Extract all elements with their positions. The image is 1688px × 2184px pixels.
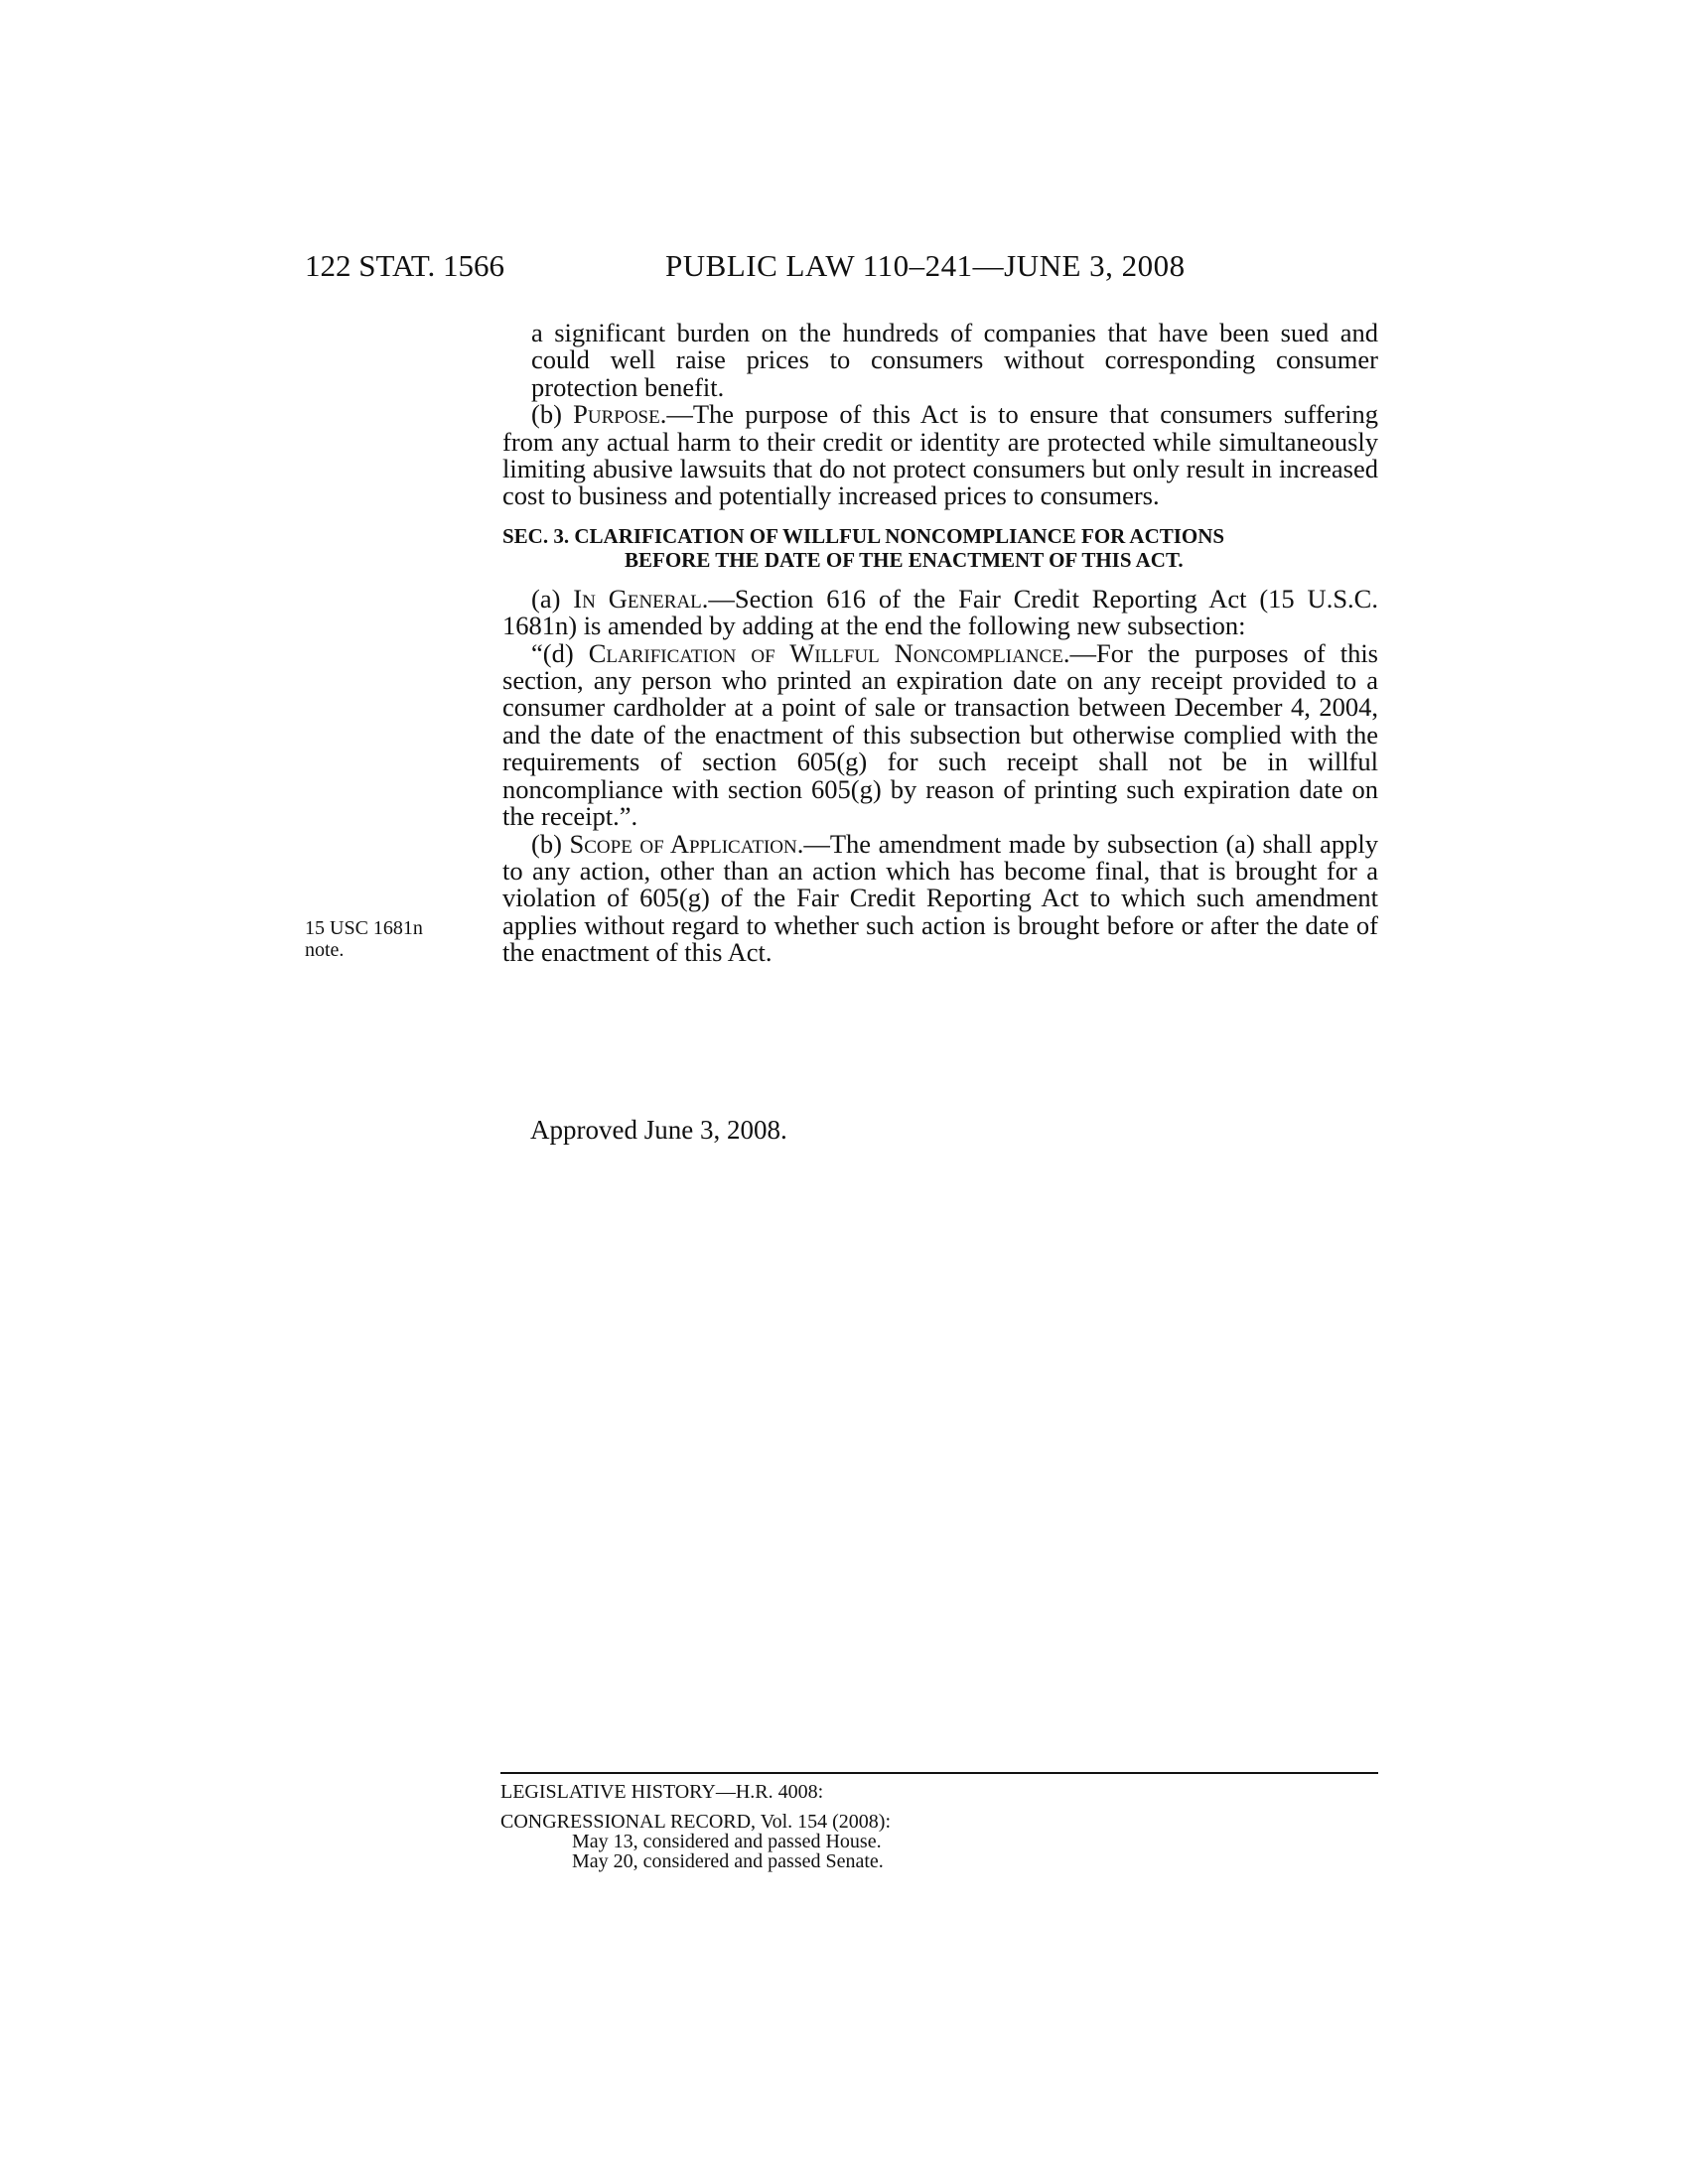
clarification-lead: “(d) [531,637,589,668]
scope-lead: (b) [531,828,570,859]
stat-page-number: 122 STAT. 1566 [305,248,505,283]
margin-note [305,917,464,961]
paragraph-purpose [502,401,1378,510]
clarification-text: .—For the purposes of this section, any person who printed an expiration date on any receipt provided to a consumer cardholder at a point of sale or transaction between December 4, 2004, and the date of the enactment of this subsection but otherwise complied with the requirements of section 605(g) for such receipt shall not be in willful noncompliance with section 605(g) by reason of printing such expiration date on the receipt.”. [502,637,1378,832]
paragraph-scope [502,828,1379,968]
margin-note-citation: 15 USC 1681n [305,917,423,939]
purpose-heading: Purpose [573,399,660,430]
margin-note-label: note. [305,939,345,961]
in-general-heading: In General [573,583,702,614]
page-header [305,246,1377,286]
record-item-senate: May 20, considered and passed Senate. [572,1850,884,1872]
approval-date: Approved June 3, 2008. [530,1115,787,1145]
paragraph-continuation-text: a significant burden on the hundreds of companies that have been sued and could well raise prices to consumers without corresponding consumer protection benefit. [531,318,1378,402]
footer-divider [500,1772,1378,1774]
record-item-house: May 13, considered and passed House. [572,1831,882,1852]
public-law-title: PUBLIC LAW 110–241—JUNE 3, 2008 [665,248,1186,283]
section-3-heading-line1: SEC. 3. CLARIFICATION OF WILLFUL NONCOMPLIANCE FOR ACTIONS [502,523,1225,548]
section-3-heading [502,524,1378,572]
in-general-text: .—Section 616 of the Fair Credit Reporting Act (15 U.S.C. 1681n) is amended by adding at the end the following new subsection: [502,583,1378,641]
section-3-heading-line2: BEFORE THE DATE OF THE ENACTMENT OF THIS ACT. [625,547,1184,572]
clarification-heading: Clarification of Willful Noncompliance [588,637,1063,668]
paragraph-continuation [502,320,1378,401]
scope-text: .—The amendment made by subsection (a) shall apply to any action, other than an action which has become final, that is brought for a violation of 605(g) of the Fair Credit Reporting Act to which such amendment applies without regard to whether such action is brought before or after the date of the enactment of this Act. [502,828,1379,968]
in-general-lead: (a) [531,583,574,614]
paragraph-in-general [502,583,1378,641]
purpose-text: .—The purpose of this Act is to ensure that consumers suffering from any actual harm to their credit or identity are protected while simultaneously limiting abusive lawsuits that do not protect consumers but only result in increased cost to business and potentially increased prices to consumers. [502,399,1378,511]
body-text [502,320,1378,967]
congressional-record-heading: CONGRESSIONAL RECORD, Vol. 154 (2008): [500,1811,891,1833]
scope-heading: Scope of Application [569,828,797,859]
purpose-lead: (b) [531,399,574,430]
legislative-history-footer [500,1772,1378,1871]
legislative-history-heading: LEGISLATIVE HISTORY—H.R. 4008: [500,1781,824,1803]
paragraph-clarification [502,637,1378,832]
